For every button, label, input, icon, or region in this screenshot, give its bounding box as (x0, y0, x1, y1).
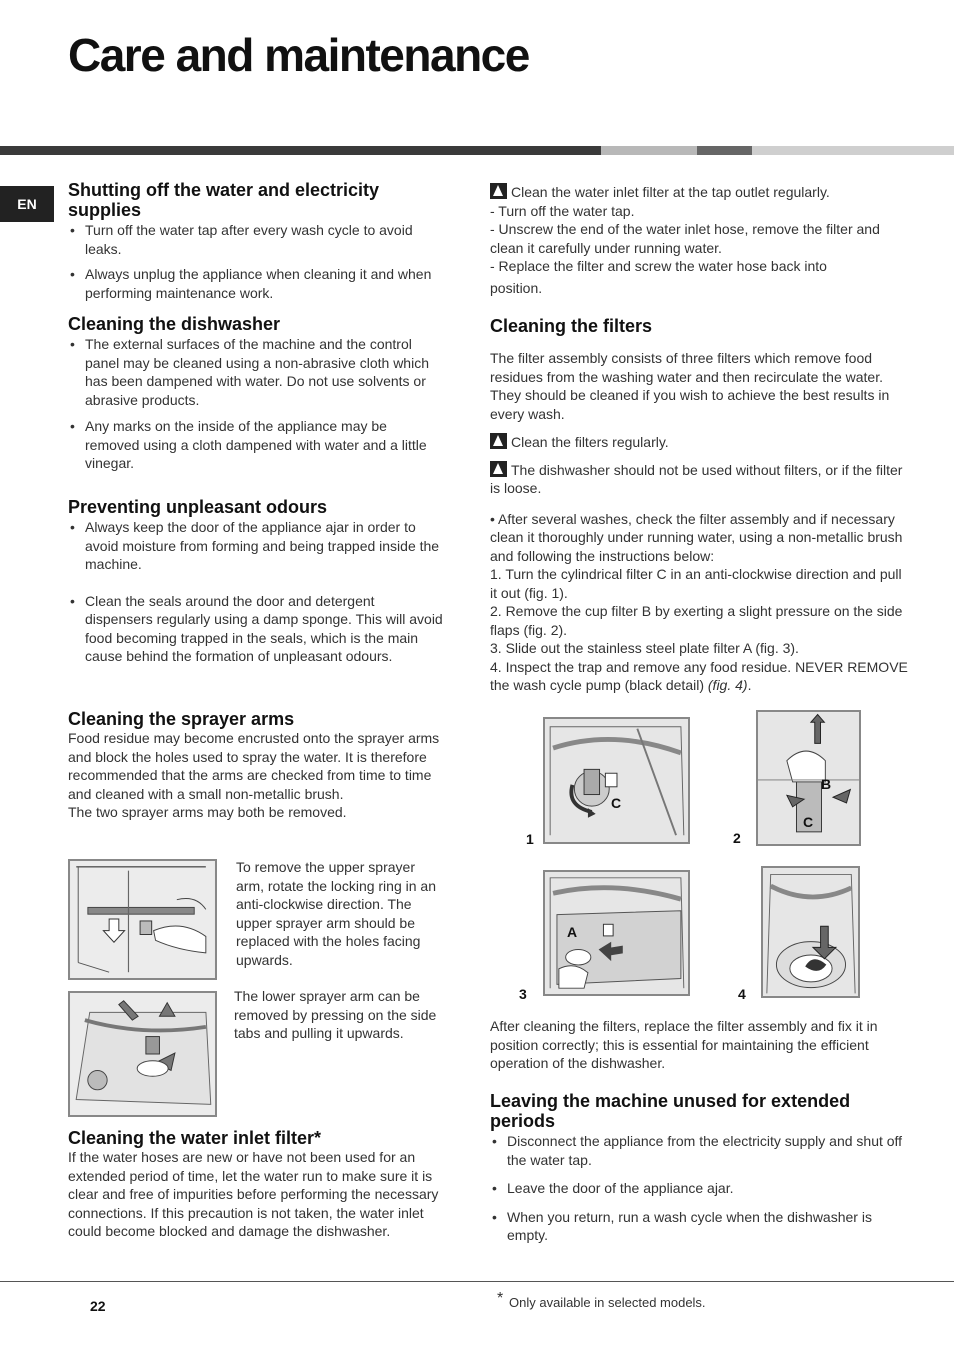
section-odours (68, 497, 443, 666)
section-cleaning-dishwasher (68, 314, 443, 473)
heading-cleaning-dishwasher: Cleaning the dishwasher (68, 314, 281, 334)
inlet-warning (490, 183, 910, 202)
section-inlet-instructions (490, 183, 910, 297)
sprayer-paragraph: Food residue may become encrusted onto the sprayer arms and block the holes used to spray the water. It is therefore recommended that the arms are checked from time to time and cleaned with a small non-metallic brush. (68, 730, 440, 802)
figure-number: 4 (738, 986, 746, 1002)
filters-warning-2 (490, 461, 910, 498)
page-title: Care and maintenance (68, 29, 529, 81)
upper-sprayer-text: To remove the upper sprayer arm, rotate the locking ring in an anti-clockwise direction. The upper sprayer arm should be replaced with the holes facing upwards. (236, 859, 436, 968)
lower-sprayer-figure (68, 991, 217, 1117)
heading-sprayer-arms: Cleaning the sprayer arms (68, 709, 295, 729)
filters-warning-text: Clean the filters regularly. (511, 434, 669, 450)
bullet-item: • Always keep the door of the appliance ajar in order to avoid moisture from forming and being trapped inside the machine. (68, 518, 443, 574)
footnote-star: * (497, 1290, 504, 1307)
bullet-item: • Turn off the water tap after every wash cycle to avoid leaks. (68, 221, 443, 258)
figure-number: 3 (519, 986, 527, 1002)
filter-label-b: B (821, 776, 832, 792)
warning-icon (490, 461, 507, 477)
section-sprayer-arms (68, 709, 443, 822)
figure-number: 2 (733, 830, 741, 846)
filter-figure-2 (756, 710, 861, 846)
upper-sprayer-illustration (70, 861, 215, 978)
bullet-item: • Disconnect the appliance from the electricity supply and shut off the water tap. (490, 1132, 910, 1169)
lower-sprayer-illustration (70, 993, 215, 1115)
footnote-text: Only available in selected models. (509, 1295, 706, 1310)
section-inlet-filter (68, 1128, 443, 1241)
upper-sprayer-figure (68, 859, 217, 980)
footer-divider (0, 1281, 954, 1282)
filters-step: • After several washes, check the filter assembly and if necessary clean it thoroughly under running water, using a non-metallic brush and following the instructions below: (490, 510, 903, 564)
bullet-item: • Leave the door of the appliance ajar. (490, 1179, 910, 1198)
section-unused (490, 1091, 910, 1245)
section-cleaning-filters (490, 316, 910, 695)
inlet-step: - Unscrew the end of the water inlet hose, remove the filter and clean it carefully under running water. (490, 221, 880, 256)
heading-unused: Leaving the machine unused for extended periods (490, 1091, 851, 1131)
filter-figure-3 (543, 870, 690, 996)
bullet-item: • Always unplug the appliance when cleaning it and when performing maintenance work. (68, 265, 443, 302)
filter-label-a: A (567, 924, 578, 940)
page-number: 22 (90, 1298, 106, 1314)
filters-step: 3. Slide out the stainless steel plate filter A (fig. 3). (490, 640, 799, 656)
filters-warning-text: The dishwasher should not be used without filters, or if the filter is loose. (490, 461, 903, 496)
filter-figure-4 (761, 866, 860, 998)
heading-cleaning-filters: Cleaning the filters (490, 316, 653, 336)
bullet-item: • When you return, run a wash cycle when the dishwasher is empty. (490, 1208, 910, 1245)
fig-reference: (fig. 4) (707, 677, 748, 693)
header-bar-dark (0, 146, 601, 155)
language-tab: EN (0, 186, 54, 222)
figure-number: 1 (526, 831, 534, 847)
header-bar-light (601, 146, 697, 155)
filter-label-c: C (803, 814, 814, 830)
inlet-step-tail: position. (490, 279, 543, 296)
filters-step: 1. Turn the cylindrical filter C in an anti-clockwise direction and pull it out (fig. 1). (490, 566, 902, 601)
filters-step: 2. Remove the cup filter B by exerting a slight pressure on the side flaps (fig. 2). (490, 603, 903, 638)
filter-illustration-4 (763, 868, 858, 996)
heading-odours: Preventing unpleasant odours (68, 497, 328, 517)
filters-intro: The filter assembly consists of three filters which remove food residues from the washing water and then recirculate the water. They should be cleaned if you wish to achieve the best results in every wash. (490, 350, 890, 422)
filter-illustration-1 (545, 719, 688, 842)
heading-inlet-filter: Cleaning the water inlet filter* (68, 1128, 322, 1148)
filters-after-text: After cleaning the filters, replace the filter assembly and fix it in position correctly; this is essential for maintaining the efficient operation of the dishwasher. (490, 1018, 878, 1071)
filters-step-4-end: . (747, 677, 752, 693)
inlet-warning-text: Clean the water inlet filter at the tap outlet regularly. (511, 184, 830, 200)
header-bar-mid (697, 146, 752, 155)
filter-figure-1 (543, 717, 690, 844)
bullet-item: • The external surfaces of the machine and the control panel may be cleaned using a non-abrasive cloth which has been dampened with water. Do not use solvents or abrasive products. (68, 335, 443, 409)
bullet-item: • Clean the seals around the door and detergent dispensers regularly using a damp sponge. This will avoid food becoming trapped in the seals, which is the main cause behind the formation of unpleasant odours. (68, 592, 443, 666)
lower-sprayer-text: The lower sprayer arm can be removed by pressing on the side tabs and pulling it upwards. (234, 988, 437, 1041)
section-shutting-off (68, 180, 443, 302)
sprayer-paragraph-2: The two sprayer arms may both be removed. (68, 804, 347, 820)
inlet-step: - Replace the filter and screw the water hose back into (490, 258, 827, 274)
inlet-step: - Turn off the water tap. (490, 202, 635, 219)
inlet-filter-paragraph: If the water hoses are new or have not been used for an extended period of time, let the water run to make sure it is clear and free of impurities before performing the necessary connections. If this precaution is not taken, the water inlet could become blocked and damage the dishwasher. (68, 1149, 439, 1239)
filters-step-4 (490, 658, 910, 695)
filters-step-4-text: 4. Inspect the trap and remove any food residue. NEVER REMOVE the wash cycle pump (black detail) (490, 658, 908, 693)
filter-label-c: C (611, 795, 622, 811)
heading-shutting-off: Shutting off the water and electricity supplies (68, 180, 380, 220)
warning-icon (490, 433, 507, 449)
bullet-item: • Any marks on the inside of the appliance may be removed using a cloth dampened with water and a little vinegar. (68, 417, 443, 473)
warning-icon (490, 183, 507, 199)
header-bar-pale (752, 146, 954, 155)
filters-warning-1 (490, 433, 910, 452)
